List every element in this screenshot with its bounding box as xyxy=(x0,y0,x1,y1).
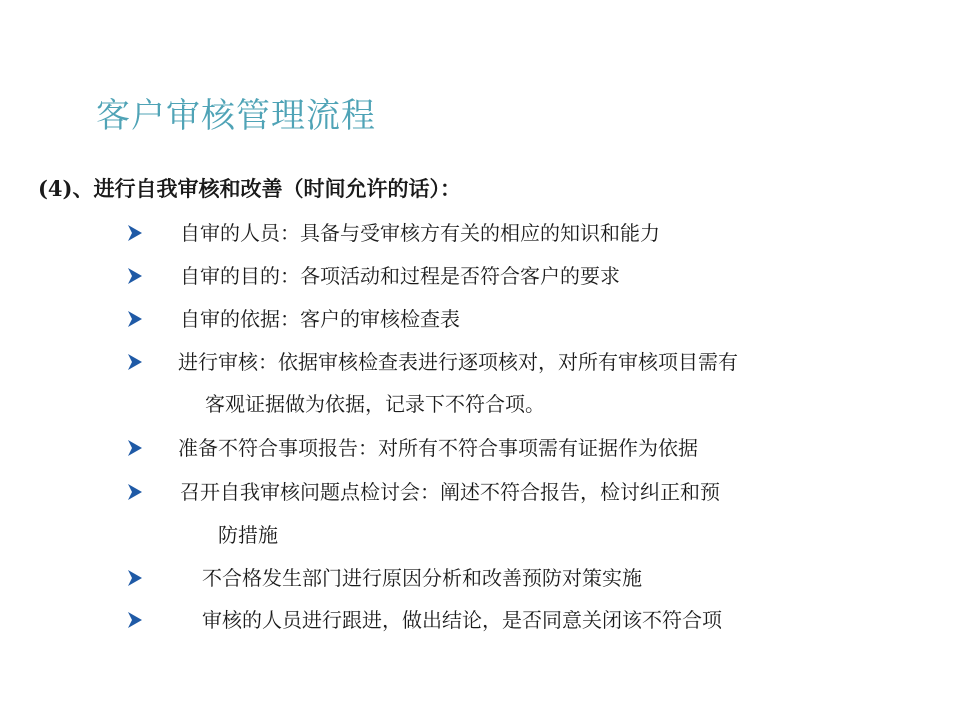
bullet-text: 自审的目的：各项活动和过程是否符合客户的要求 xyxy=(180,264,620,288)
bullet-continuation: 客观证据做为依据，记录下不符合项。 xyxy=(205,392,545,416)
arrow-right-icon xyxy=(126,352,144,372)
arrow-right-icon xyxy=(126,482,144,502)
bullet-text: 准备不符合事项报告：对所有不符合事项需有证据作为依据 xyxy=(178,436,698,460)
arrow-right-icon xyxy=(126,438,144,458)
bullet-continuation: 防措施 xyxy=(218,523,278,547)
bullet-text: 进行审核：依据审核检查表进行逐项核对，对所有审核项目需有 xyxy=(178,350,738,374)
bullet-text: 召开自我审核问题点检讨会：阐述不符合报告，检讨纠正和预 xyxy=(180,480,720,504)
arrow-right-icon xyxy=(126,223,144,243)
bullet-text: 不合格发生部门进行原因分析和改善预防对策实施 xyxy=(202,566,642,590)
bullet-text: 自审的依据：客户的审核检查表 xyxy=(180,307,460,331)
section-heading: (4)、进行自我审核和改善（时间允许的话）： xyxy=(38,176,461,201)
bullet-text: 审核的人员进行跟进，做出结论，是否同意关闭该不符合项 xyxy=(202,608,722,632)
arrow-right-icon xyxy=(126,266,144,286)
arrow-right-icon xyxy=(126,309,144,329)
bullet-text: 自审的人员：具备与受审核方有关的相应的知识和能力 xyxy=(180,221,660,245)
slide-title: 客户审核管理流程 xyxy=(96,96,376,136)
arrow-right-icon xyxy=(126,568,144,588)
arrow-right-icon xyxy=(126,610,144,630)
